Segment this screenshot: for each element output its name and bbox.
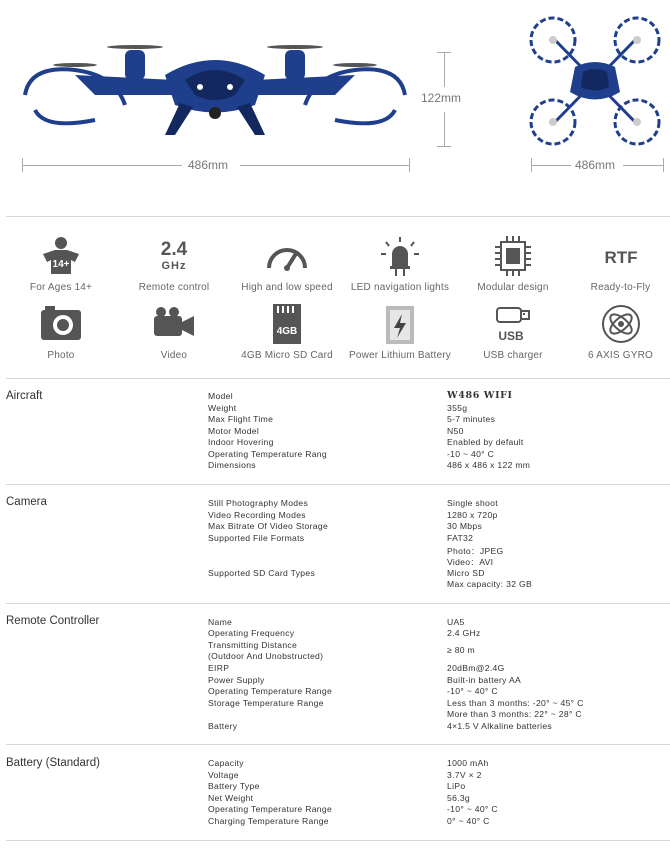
drone-top-view-image (525, 12, 665, 150)
usb-icon (491, 304, 535, 344)
spec-value: Micro SD (447, 568, 485, 578)
feature-battery (345, 304, 455, 361)
spec-label: Power Supply (208, 675, 265, 685)
feature-label: Remote control (138, 282, 210, 293)
spec-label: Model (208, 391, 233, 401)
spec-label: Charging Temperature Range (208, 816, 329, 826)
spec-value: 56.3g (447, 793, 471, 803)
rtf-icon (599, 236, 643, 276)
feature-led (345, 236, 455, 293)
spec-label: Supported SD Card Types (208, 568, 316, 578)
video-camera-icon (152, 304, 196, 344)
spec-label: Storage Temperature Range (208, 698, 324, 708)
battery-icon (378, 304, 422, 344)
feature-speed (232, 236, 342, 293)
spec-label: Operating Temperature Range (208, 686, 333, 696)
camera-icon (39, 304, 83, 344)
spec-label: Weight (208, 403, 237, 413)
spec-value: LiPo (447, 781, 466, 791)
spec-value: 355g (447, 403, 468, 413)
feature-remote-control (119, 236, 229, 293)
feature-usb (458, 304, 568, 361)
spec-label: Operating Temperature Range (208, 804, 333, 814)
feature-label: 6 AXIS GYRO (587, 350, 653, 361)
chip-icon (491, 236, 535, 276)
spec-value: 5-7 minutes (447, 414, 496, 424)
model-value: W486 WIFI (447, 390, 513, 401)
svg-text:4GB: 4GB (276, 326, 298, 337)
feature-label: Photo (47, 350, 75, 361)
svg-text:GHz: GHz (161, 260, 187, 272)
spec-value: ≥ 80 m (447, 645, 476, 655)
spec-label: Name (208, 617, 233, 627)
sd-card-icon (265, 304, 309, 344)
spec-value: Built-in battery AA (447, 675, 522, 685)
spec-value: -10° ~ 40° C (447, 686, 498, 696)
width-dimension: 486mm (575, 158, 616, 172)
remote-section-title: Remote Controller (6, 615, 100, 627)
spec-label: Video Recording Modes (208, 510, 306, 520)
spec-label: Max Bitrate Of Video Storage (208, 521, 329, 531)
spec-value: Single shoot (447, 498, 498, 508)
spec-label: Battery (208, 721, 238, 731)
spec-label: Voltage (208, 770, 239, 780)
spec-label: Battery Type (208, 781, 260, 791)
feature-ages (6, 236, 116, 293)
spec-label: (Outdoor And Unobstructed) (208, 651, 324, 661)
spec-label: Operating Frequency (208, 628, 295, 638)
spec-label: Transmitting Distance (208, 640, 298, 650)
spec-value: 0° ~ 40° C (447, 816, 490, 826)
spec-label: Supported File Formats (208, 533, 305, 543)
length-dimension: 486mm (188, 158, 229, 172)
spec-value: FAT32 (447, 533, 474, 543)
svg-text:2.4: 2.4 (160, 239, 188, 260)
led-light-icon (378, 236, 422, 276)
spec-label: Net Weight (208, 793, 254, 803)
feature-label: High and low speed (241, 282, 333, 293)
spec-value: -10° ~ 40° C (447, 804, 498, 814)
spec-value: N50 (447, 426, 464, 436)
spec-value: Enabled by default (447, 437, 524, 447)
feature-modular (458, 236, 568, 293)
spec-label: Motor Model (208, 426, 260, 436)
spec-label: Still Photography Modes (208, 498, 309, 508)
spec-value: 3.7V × 2 (447, 770, 482, 780)
feature-label: USB charger (483, 350, 543, 361)
speedometer-icon (265, 236, 309, 276)
age-badge-text: 14+ (52, 259, 70, 270)
camera-section-title: Camera (6, 496, 47, 508)
spec-label: EIRP (208, 663, 230, 673)
feature-label: For Ages 14+ (29, 282, 93, 293)
spec-value: 1280 x 720p (447, 510, 498, 520)
spec-value: 20dBm@2.4G (447, 663, 505, 673)
aircraft-section-title: Aircraft (6, 390, 43, 402)
spec-value: 1000 mAh (447, 758, 489, 768)
feature-label: Ready-to-Fly (590, 282, 651, 293)
gyro-icon (599, 304, 643, 344)
feature-label: 4GB Micro SD Card (241, 350, 333, 361)
spec-value: 486 x 486 x 122 mm (447, 460, 531, 470)
feature-video (119, 304, 229, 361)
spec-value: Photo：JPEG (447, 546, 504, 556)
feature-gyro (571, 304, 670, 361)
feature-sd-card (232, 304, 342, 361)
feature-label: LED navigation lights (350, 282, 450, 293)
spec-value: UA5 (447, 617, 465, 627)
feature-label: Power Lithium Battery (348, 350, 452, 361)
spec-label: Capacity (208, 758, 244, 768)
feature-rtf (571, 236, 670, 293)
spec-value: Video：AVI (447, 557, 494, 567)
spec-label: Max Flight Time (208, 414, 274, 424)
age-badge-icon (39, 236, 83, 276)
battery-section-title: Battery (Standard) (6, 757, 100, 769)
height-dimension: 122mm (421, 91, 462, 105)
spec-value: -10 ~ 40° C (447, 449, 495, 459)
feature-label: Modular design (477, 282, 549, 293)
spec-label: Dimensions (208, 460, 256, 470)
spec-label: Operating Temperature Rang (208, 449, 327, 459)
feature-label: Video (160, 350, 188, 361)
feature-photo (6, 304, 116, 361)
spec-value: 4×1.5 V Alkaline batteries (447, 721, 553, 731)
ghz-icon (152, 236, 196, 276)
spec-value: Less than 3 months: -20° ~ 45° C (447, 698, 584, 708)
svg-text:USB: USB (498, 329, 524, 343)
spec-label: Indoor Hovering (208, 437, 274, 447)
spec-value: More than 3 months: 22° ~ 28° C (447, 709, 582, 719)
spec-value: Max capacity: 32 GB (447, 579, 532, 589)
spec-value: 30 Mbps (447, 521, 483, 531)
svg-text:RTF: RTF (603, 248, 638, 267)
drone-side-view-image (15, 35, 415, 135)
spec-value: 2.4 GHz (447, 628, 481, 638)
